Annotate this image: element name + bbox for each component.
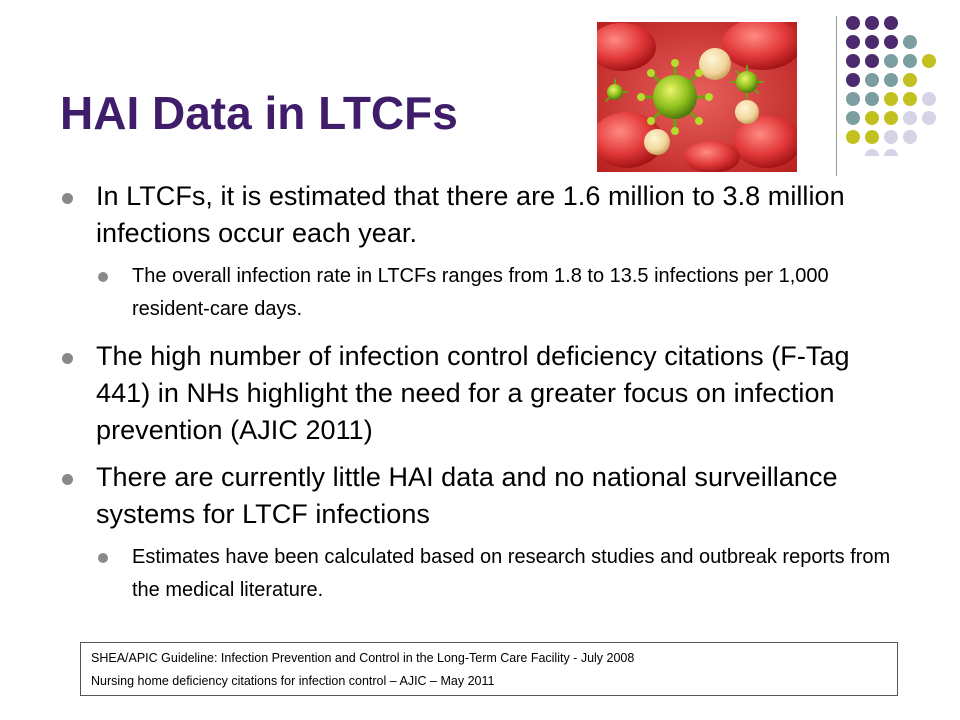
decorative-dot-grid [846, 16, 952, 156]
sub-bullet-estimates-source: Estimates have been calculated based on research studies and outbreak reports from the medical literature. [60, 541, 900, 607]
sub-bullet-infection-rate: The overall infection rate in LTCFs ranges from 1.8 to 13.5 infections per 1,000 resident-care days. [60, 260, 900, 326]
bullet-surveillance-gap: There are currently little HAI data and no national surveillance systems for LTCF infections [60, 459, 900, 533]
reference-ajic: Nursing home deficiency citations for infection control – AJIC – May 2011 [91, 674, 495, 688]
bullet-deficiency-citations: The high number of infection control deficiency citations (F-Tag 441) in NHs highlight the need for a greater focus on infection prevention (AJIC 2011) [60, 338, 900, 449]
reference-shea-apic: SHEA/APIC Guideline: Infection Prevention and Control in the Long-Term Care Facility - July 2008 [91, 651, 635, 665]
slide-title: HAI Data in LTCFs [60, 87, 458, 139]
virus-blood-cells-image [597, 22, 797, 172]
bullet-infection-estimate: In LTCFs, it is estimated that there are 1.6 million to 3.8 million infections occur each year. [60, 178, 900, 252]
header-divider-line [836, 16, 837, 176]
references-box [80, 642, 898, 696]
slide-body [60, 178, 900, 619]
